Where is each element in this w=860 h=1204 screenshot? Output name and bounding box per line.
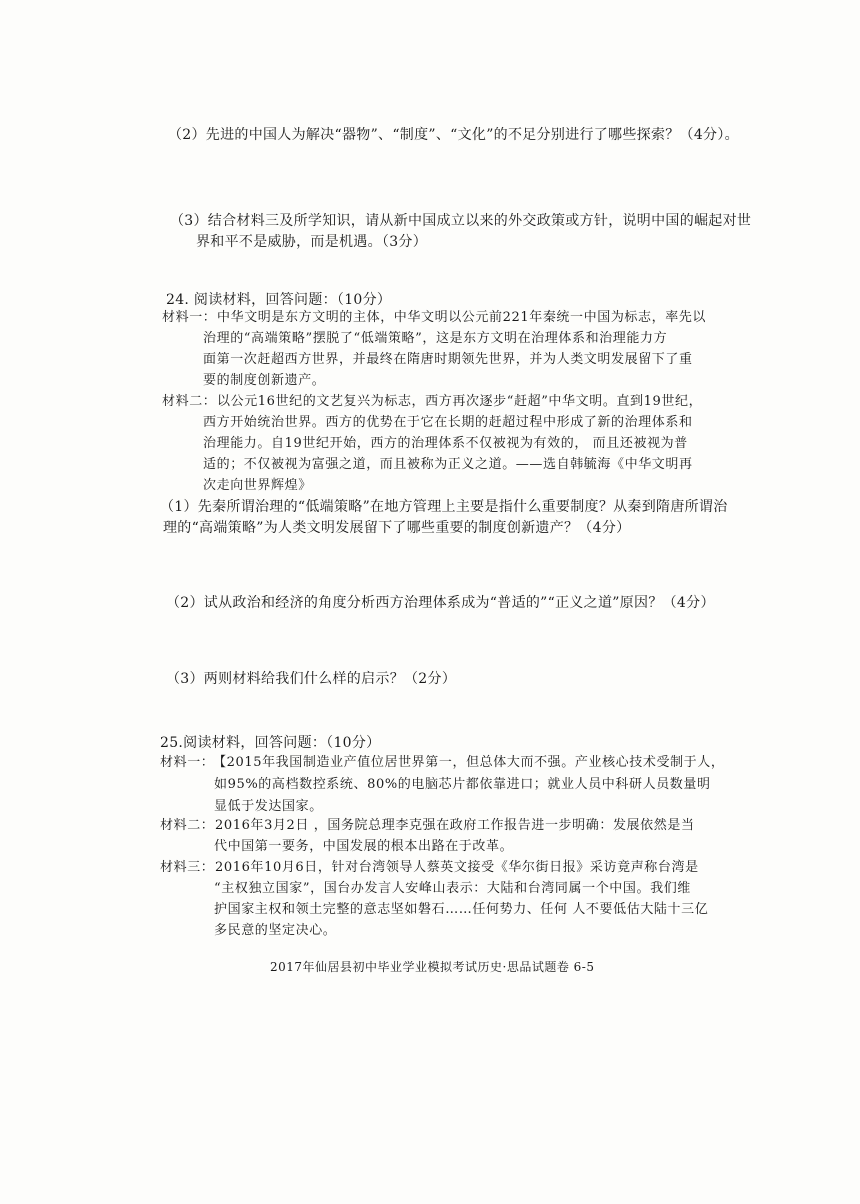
material-text-line: 治理能力。自19世纪开始，西方的治理体系不仅被视为有效的， 而且还被视为普 bbox=[203, 436, 688, 451]
material-text-line: 要的制度创新遗产。 bbox=[203, 373, 326, 388]
material-label: 材料二： bbox=[160, 818, 215, 833]
question-24-1-line2: 理的“高端策略”为人类文明发展留下了哪些重要的制度创新遗产？（4分） bbox=[163, 520, 631, 536]
question-25-heading: 25.阅读材料，回答问题：（10分） bbox=[160, 735, 381, 751]
question-24-3: （3）两则材料给我们什么样的启示？（2分） bbox=[166, 671, 457, 687]
material-text-line: 2016年3月2日 ，国务院总理李克强在政府工作报告进一步明确：发展依然是当 bbox=[215, 818, 695, 833]
material-text-line: “主权独立国家”，国台办发言人安峰山表示：大陆和台湾同属一个中国。我们维 bbox=[214, 881, 691, 896]
material-text-line: 如95%的高档数控系统、80%的电脑芯片都依靠进口；就业人员中科研人员数量明 bbox=[214, 777, 711, 792]
material-label: 材料二： bbox=[162, 394, 217, 409]
material-label: 材料三： bbox=[160, 860, 215, 875]
material-text-line: 面第一次赶超西方世界，并最终在隋唐时期领先世界，并为人类文明发展留下了重 bbox=[203, 352, 693, 367]
question-24-2: （2）试从政治和经济的角度分析西方治理体系成为“普适的”“正义之道”原因？（4分） bbox=[166, 595, 715, 611]
material-text-line: 西方开始统治世界。西方的优势在于它在长期的赶超过程中形成了新的治理体系和 bbox=[203, 415, 693, 430]
question-24-1-line1: （1）先秦所谓治理的“低端策略”在地方管理上主要是指什么重要制度？从秦到隋唐所谓治 bbox=[160, 499, 728, 515]
material-text-line: 治理的“高端策略”摆脱了“低端策略”，这是东方文明在治理体系和治理能力方 bbox=[203, 331, 668, 346]
material-text-line: 2016年10月6日，针对台湾领导人蔡英文接受《华尔街日报》采访竟声称台湾是 bbox=[215, 860, 699, 875]
material-label: 材料一： bbox=[162, 310, 217, 325]
material-text-line: 以公元16世纪的文艺复兴为标志，西方再次逐步“赶超”中华文明。直到19世纪， bbox=[217, 394, 703, 409]
material-text-line: 显低于发达国家。 bbox=[214, 799, 323, 814]
question-23-2: （2）先进的中国人为解决“器物”、“制度”、“文化”的不足分别进行了哪些探索？（4分）。 bbox=[168, 127, 739, 143]
question-24-heading: 24. 阅读材料，回答问题：（10分） bbox=[166, 292, 392, 308]
material-text-line: 代中国第一要务，中国发展的根本出路在于改革。 bbox=[214, 839, 514, 854]
material-label: 材料一： bbox=[160, 755, 215, 770]
material-text-line: 多民意的坚定决心。 bbox=[214, 923, 337, 938]
material-text-line: 【2015年我国制造业产值位居世界第一，但总体大而不强。产业核心技术受制于人， bbox=[213, 755, 725, 770]
material-text-line: 适的；不仅被视为富强之道，而且被称为正义之道。——选自韩毓海《中华文明再 bbox=[203, 457, 693, 472]
question-23-3-line2: 界和平不是威胁，而是机遇。（3分） bbox=[196, 234, 428, 250]
question-23-3-line1: （3）结合材料三及所学知识，请从新中国成立以来的外交政策或方针，说明中国的崛起对世 bbox=[170, 213, 752, 229]
material-text-line: 次走向世界辉煌》 bbox=[203, 478, 312, 493]
material-text-line: 护国家主权和领土完整的意志坚如磐石……任何势力、任何 人不要低估大陆十三亿 bbox=[214, 902, 709, 917]
page-footer: 2017年仙居县初中毕业学业模拟考试历史·思品试题卷 6-5 bbox=[270, 960, 595, 974]
material-text-line: 中华文明是东方文明的主体，中华文明以公元前221年秦统一中国为标志，率先以 bbox=[217, 310, 707, 325]
